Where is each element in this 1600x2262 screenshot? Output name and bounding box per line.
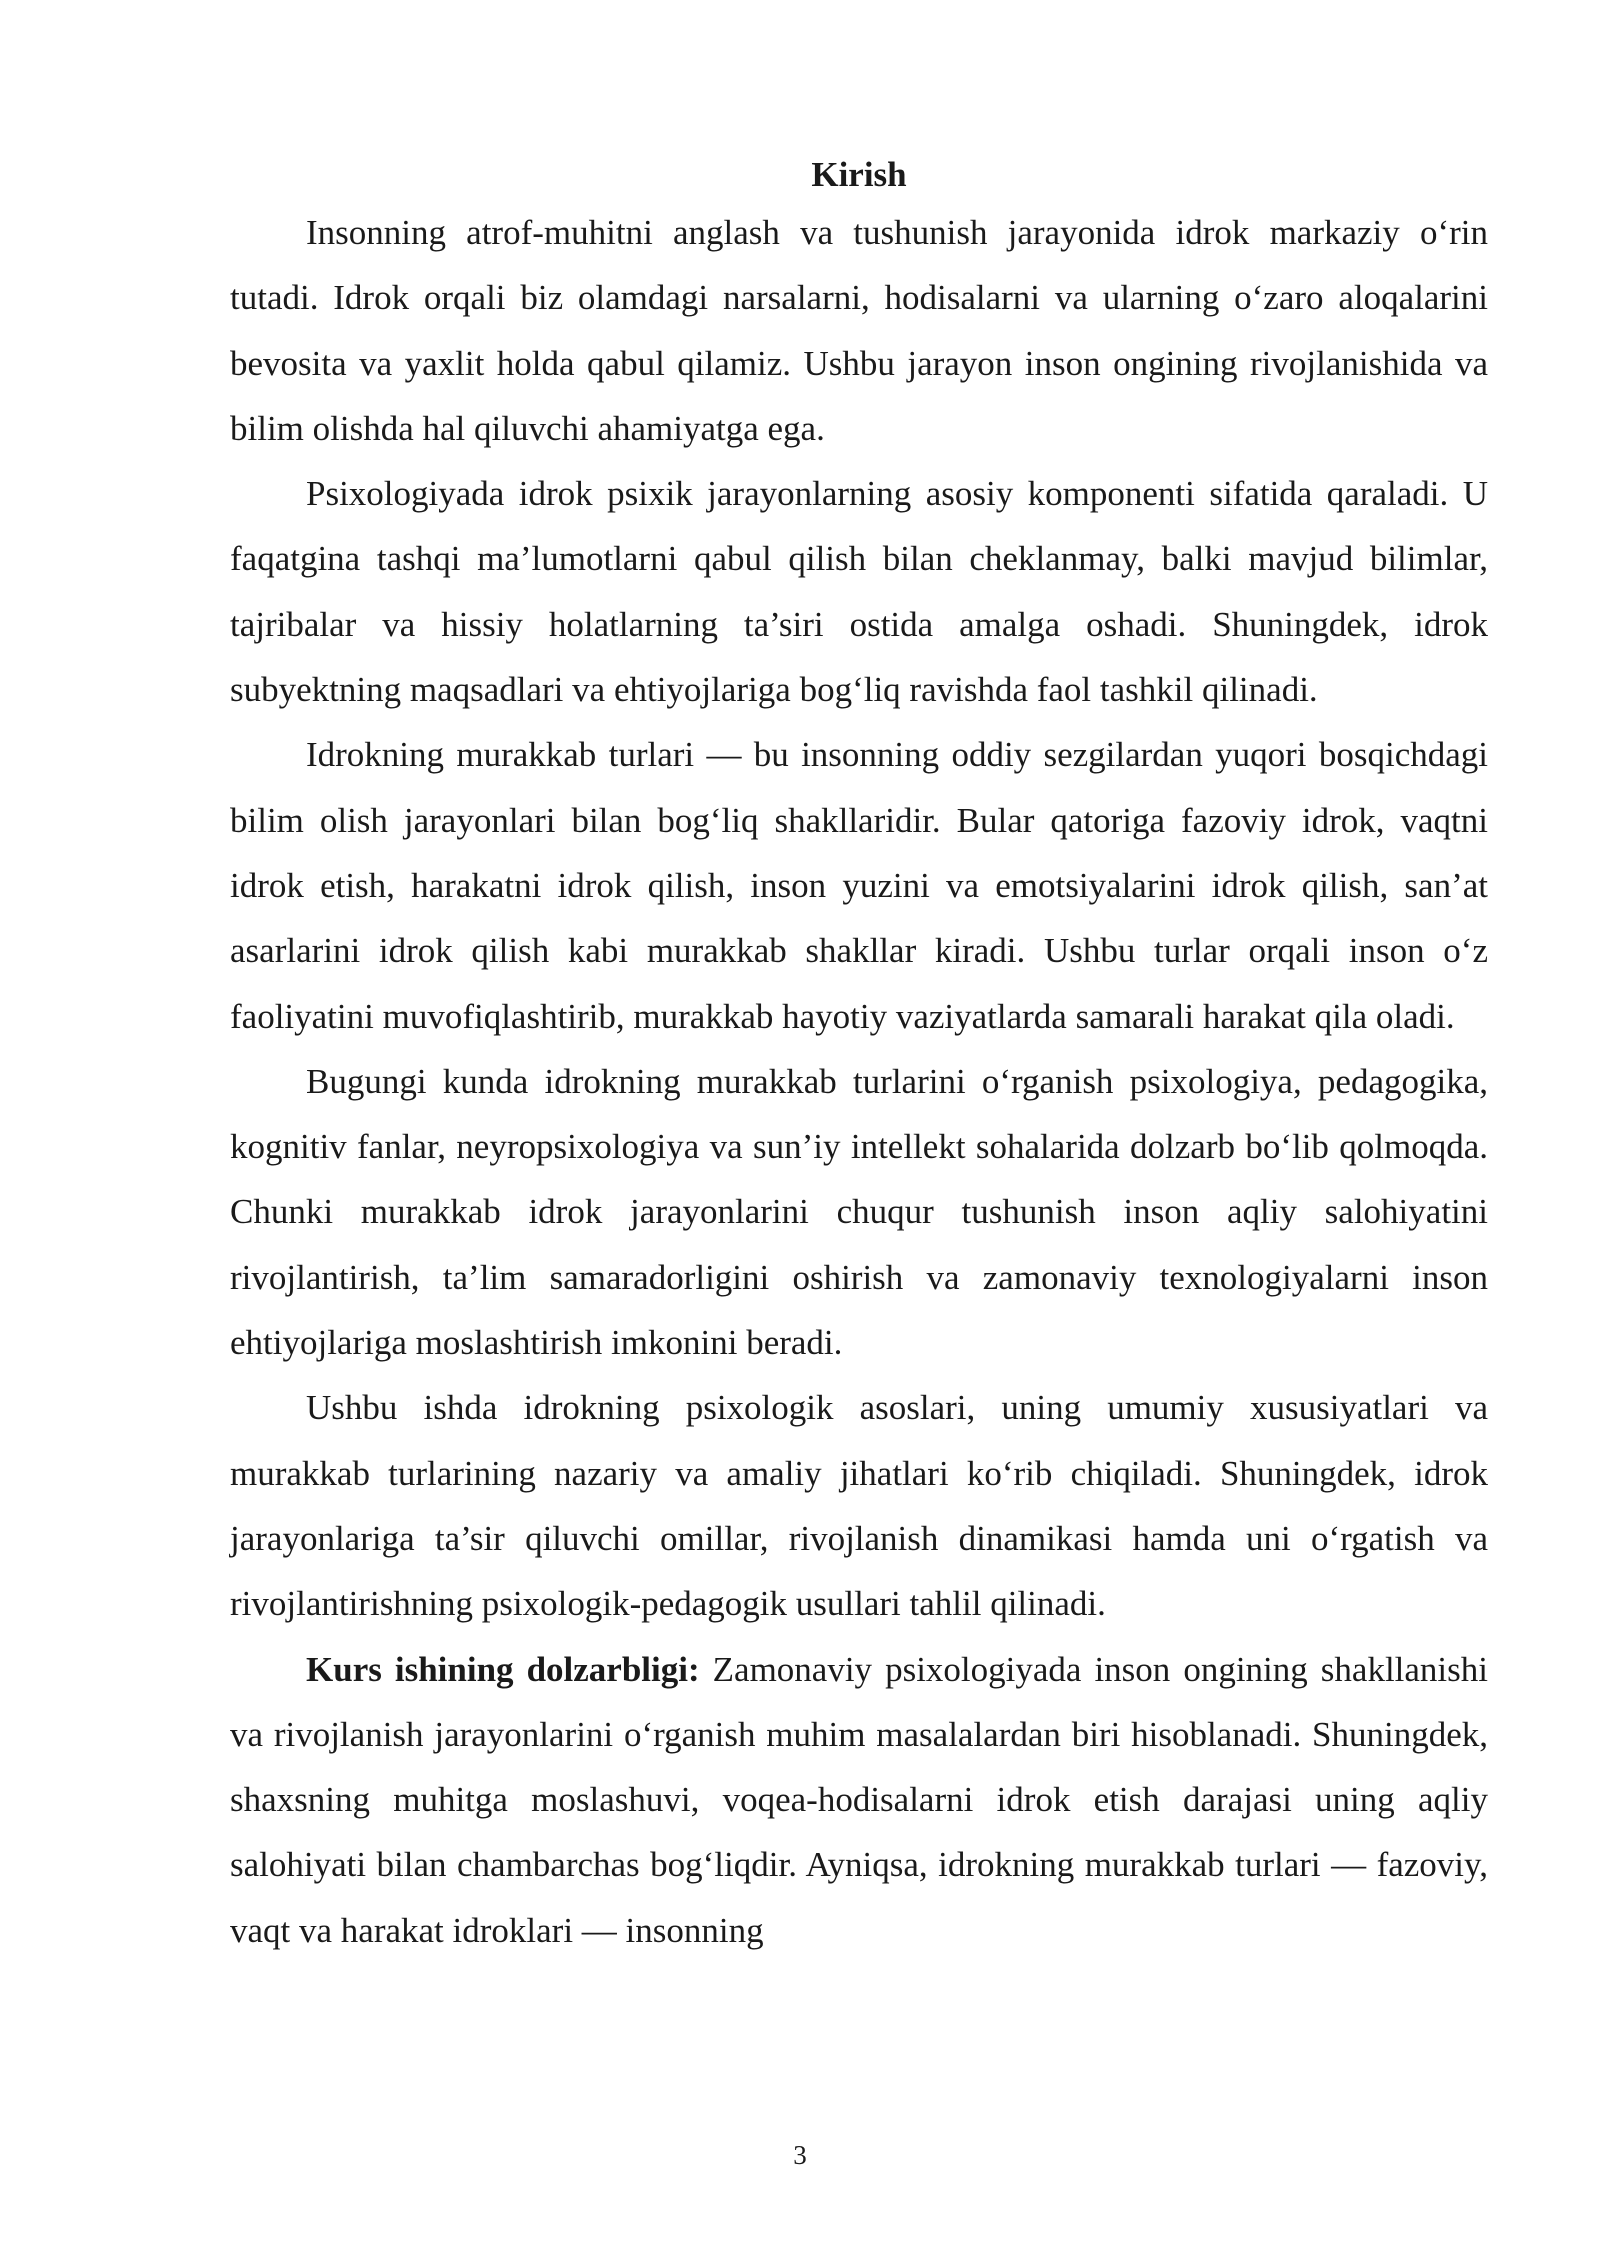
page-number: 3	[793, 2140, 807, 2170]
paragraph-today: Bugungi kunda idrokning murakkab turlarini o‘rganish psixologiya, pedagogika, kognitiv fanlar, neyropsixologiya va sun’iy intellekt sohalarida dolzarb bo‘lib qolmoqda. Chunki murakkab idrok jarayonlarini chuqur tushunish inson aqliy salohiyatini rivojlantirish, ta’lim samaradorligini oshirish va zamonaviy texnologiyalarni inson ehtiyojlariga moslashtirish imkonini beradi.	[230, 1061, 1488, 1363]
relevance-text: Zamonaviy psixologiyada inson ongining shakllanishi va rivojlanish jarayonlarini o‘rganish muhim masalalardan biri hisoblanadi. Shuningdek, shaxsning muhitga moslashuvi, voqea-hodisalarni idrok etish darajasi uning aqliy salohiyati bilan chambarchas bog‘liqdir. Ayniqsa, idrokning murakkab turlari — fazoviy, vaqt va harakat idroklari — insonning	[230, 1649, 1489, 1950]
paragraph-this-work: Ushbu ishda idrokning psixologik asoslari, uning umumiy xususiyatlari va murakkab turlarining nazariy va amaliy jihatlari ko‘rib chiqiladi. Shuningdek, idrok jarayonlariga ta’sir qiluvchi omillar, rivojlanish dinamikasi hamda uni o‘rgatish va rivojlantirishning psixologik-pedagogik usullari tahlil qilinadi.	[230, 1388, 1488, 1624]
paragraph-complex-types: Idrokning murakkab turlari — bu insonning oddiy sezgilardan yuqori bosqichdagi bilim olish jarayonlari bilan bog‘liq shakllaridir. Bular qatoriga fazoviy idrok, vaqtni idrok etish, harakatni idrok qilish, inson yuzini va emotsiyalarini idrok qilish, san’at asarlarini idrok qilish kabi murakkab shakllar kiradi. Ushbu turlar orqali inson o‘z faoliyatini muvofiqlashtirib, murakkab hayotiy vaziyatlarda samarali harakat qila oladi.	[230, 735, 1488, 1036]
paragraph-psychology: Psixologiyada idrok psixik jarayonlarning asosiy komponenti sifatida qaraladi. U faqatgina tashqi ma’lumotlarni qabul qilish bilan cheklanmay, balki mavjud bilimlar, tajribalar va hissiy holatlarning ta’siri ostida amalga oshadi. Shuningdek, idrok subyektning maqsadlari va ehtiyojlariga bog‘liq ravishda faol tashkil qilinadi.	[230, 474, 1488, 710]
paragraph-relevance	[230, 1637, 1488, 1963]
page-content	[230, 150, 1488, 1963]
relevance-heading: Kurs ishining dolzarbligi:	[306, 1649, 700, 1689]
paragraph-intro: Insonning atrof-muhitni anglash va tushunish jarayonida idrok markaziy o‘rin tutadi. Idrok orqali biz olamdagi narsalarni, hodisalarni va ularning o‘zaro aloqalarini bevosita va yaxlit holda qabul qilamiz. Ushbu jarayon inson ongining rivojlanishida va bilim olishda hal qiluvchi ahamiyatga ega.	[230, 213, 1488, 448]
section-title: Kirish	[811, 155, 907, 194]
